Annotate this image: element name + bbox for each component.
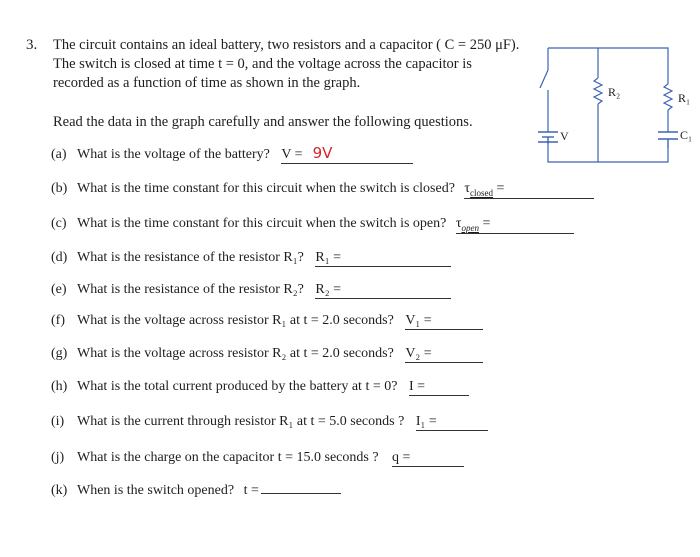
answer-prefix: R₂ =: [315, 282, 341, 297]
question-text: What is the voltage across resistor R₂ at t = 2.0 seconds?: [77, 346, 394, 361]
answer-prefix: V₁ =: [405, 313, 432, 328]
answer-prefix: I₁ =: [415, 414, 437, 429]
answer-prefix: V =: [281, 147, 303, 162]
intro-line-2: The switch is closed at time t = 0, and the voltage across the capacitor is: [53, 56, 472, 72]
question-label: (d): [51, 250, 68, 265]
question-i: [51, 414, 488, 431]
question-text: What is the total current produced by the battery at t = 0?: [77, 379, 398, 394]
answer-line-c[interactable]: [456, 216, 574, 234]
top-wire: [548, 48, 668, 84]
answer-suffix: =: [479, 216, 491, 231]
question-label: (a): [51, 147, 67, 162]
resistor-r2: [594, 78, 602, 104]
question-label: (j): [51, 450, 65, 465]
question-b: [51, 181, 594, 199]
question-g: [51, 346, 483, 363]
question-text: What is the voltage of the battery?: [77, 147, 270, 162]
handwritten-answer: 9V: [312, 144, 333, 162]
question-a: [51, 144, 413, 164]
answer-line-d[interactable]: [315, 250, 451, 267]
answer-line-e[interactable]: [315, 282, 451, 299]
question-label: (e): [51, 282, 67, 297]
question-label: (i): [51, 414, 65, 429]
answer-line-g[interactable]: [405, 346, 483, 363]
problem-number: 3.: [26, 37, 38, 53]
answer-suffix: =: [493, 181, 505, 196]
capacitor-label: C₁: [680, 128, 693, 142]
circuit-diagram: [528, 40, 693, 170]
r1-label: R₁: [678, 91, 691, 105]
answer-prefix: I =: [408, 379, 426, 394]
question-text: What is the time constant for this circuit when the switch is closed?: [77, 181, 455, 196]
answer-line-b[interactable]: [464, 181, 594, 199]
question-label: (g): [51, 346, 68, 361]
answer-prefix: τ: [455, 216, 462, 231]
question-e: [51, 282, 451, 299]
instruction: Read the data in the graph carefully and answer the following questions.: [53, 114, 473, 130]
question-label: (b): [51, 181, 68, 196]
answer-line-i[interactable]: [416, 414, 488, 431]
resistor-r1: [664, 84, 672, 110]
intro-line-3: recorded as a function of time as shown in the graph.: [53, 75, 361, 91]
question-label: (f): [51, 313, 65, 328]
question-label: (c): [51, 216, 67, 231]
answer-prefix: τ: [464, 181, 471, 196]
answer-subscript: open: [461, 222, 479, 233]
answer-line-j[interactable]: [392, 450, 464, 467]
intro-line-1: The circuit contains an ideal battery, two resistors and a capacitor ( C = 250 μF).: [53, 37, 520, 53]
battery-label: V: [560, 129, 569, 143]
question-text: What is the resistance of the resistor R₁?: [77, 250, 304, 265]
question-f: [51, 313, 483, 330]
question-text: What is the time constant for this circuit when the switch is open?: [77, 216, 447, 231]
question-label: (k): [51, 483, 68, 498]
switch: [540, 70, 548, 88]
answer-line-a[interactable]: [281, 144, 413, 164]
answer-prefix: R₁ =: [315, 250, 341, 265]
question-label: (h): [51, 379, 68, 394]
answer-line-f[interactable]: [405, 313, 483, 330]
question-k: [51, 483, 341, 499]
bottom-wire: [548, 144, 668, 162]
question-d: [51, 250, 451, 267]
answer-subscript: closed: [470, 187, 494, 198]
question-text: What is the current through resistor R₁ at t = 5.0 seconds ?: [77, 414, 405, 429]
question-text: When is the switch opened?: [77, 483, 235, 498]
question-h: [51, 379, 469, 396]
answer-prefix: V₂ =: [405, 346, 432, 361]
question-text: What is the voltage across resistor R₁ at t = 2.0 seconds?: [77, 313, 394, 328]
question-c: [51, 216, 574, 234]
answer-prefix: q =: [392, 450, 411, 465]
answer-prefix: t =: [243, 483, 259, 498]
question-text: What is the charge on the capacitor t = 15.0 seconds ?: [77, 450, 379, 465]
r2-label: R₂: [608, 85, 621, 99]
question-j: [51, 450, 464, 467]
answer-line-h[interactable]: [409, 379, 469, 396]
question-text: What is the resistance of the resistor R₂?: [77, 282, 304, 297]
answer-line-k[interactable]: [261, 493, 341, 494]
